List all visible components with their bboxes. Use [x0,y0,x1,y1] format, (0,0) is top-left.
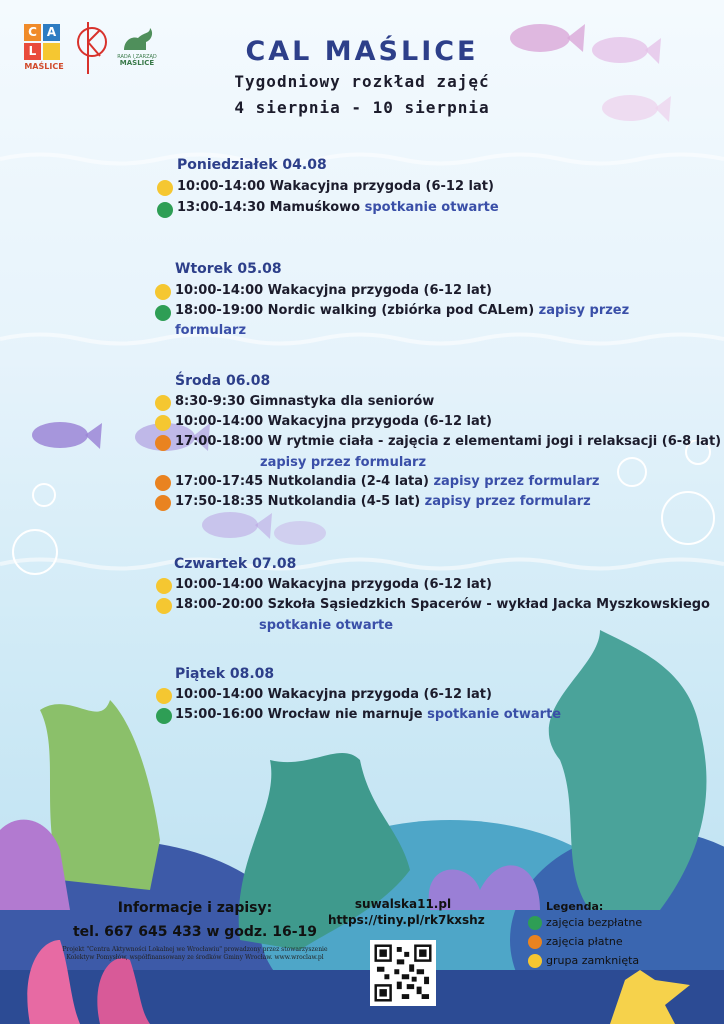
item-text: 15:00-16:00 Wrocław nie marnuje [175,707,423,722]
item-link-continuation[interactable]: formularz [175,323,247,338]
schedule-item [175,302,629,320]
status-dot [155,475,171,491]
contact-info [60,900,330,962]
logo-letter: L [24,43,41,60]
page-subtitle: Tygodniowy rozkład zajęć [234,72,490,91]
item-link-continuation[interactable]: zapisy przez formularz [260,455,427,470]
wave-decoration [0,330,724,348]
schedule-item [175,576,492,594]
status-dot [155,305,171,321]
day-heading: Środa 06.08 [175,373,271,389]
schedule-item [175,473,600,491]
item-link[interactable]: zapisy przez formularz [424,494,591,509]
status-dot [156,578,172,594]
status-dot [155,435,171,451]
schedule-item [175,413,492,431]
schedule-item [177,199,499,217]
legend-label: zajęcia płatne [546,935,623,948]
schedule-item [175,493,591,511]
logo-letter: A [43,24,60,41]
status-dot [155,395,171,411]
item-text: 10:00-14:00 Wakacyjna przygoda (6-12 lat) [175,577,492,592]
item-link[interactable]: spotkanie otwarte [364,200,499,215]
item-link[interactable]: spotkanie otwarte [427,707,562,722]
legend [528,900,642,972]
item-text: 17:00-17:45 Nutkolandia (2-4 lata) [175,474,429,489]
status-dot [155,415,171,431]
logo-letter: C [24,24,41,41]
legend-title: Legenda: [546,900,604,913]
legend-dot [528,935,542,949]
legend-item [528,915,642,934]
legend-label: zajęcia bezpłatne [546,916,643,929]
wave-decoration [0,150,724,168]
logo-caption: MAŚLICE [24,62,64,71]
item-text: 18:00-20:00 Szkoła Sąsiedzkich Spacerów - wykład Jacka Myszkowskiego [175,597,710,612]
form-url[interactable]: https://tiny.pl/rk7kxshz [328,913,485,927]
status-dot [157,202,173,218]
item-text: 8:30-9:30 Gimnastyka dla seniorów [175,394,435,409]
legend-dot [528,916,542,930]
schedule-item [175,596,710,614]
status-dot [157,180,173,196]
day-heading: Poniedziałek 04.08 [177,157,327,173]
status-dot [156,598,172,614]
logo-caption-small: RADA I ZARZĄD [117,54,157,60]
page-title: CAL MAŚLICE [245,36,479,67]
schedule-item [175,433,721,451]
item-link-continuation[interactable]: spotkanie otwarte [259,618,394,633]
item-text: 18:00-19:00 Nordic walking (zbiórka pod CALem) [175,303,535,318]
schedule-item [177,178,494,196]
item-text: 10:00-14:00 Wakacyjna przygoda (6-12 lat) [175,414,492,429]
status-dot [156,688,172,704]
day-heading: Piątek 08.08 [175,666,275,682]
item-text: 10:00-14:00 Wakacyjna przygoda (6-12 lat) [175,687,492,702]
item-text: 10:00-14:00 Wakacyjna przygoda (6-12 lat) [177,179,494,194]
item-link[interactable]: zapisy przez formularz [433,474,600,489]
item-link[interactable]: zapisy przez [538,303,630,318]
item-text: 17:00-18:00 W rytmie ciała - zajęcia z elementami jogi i relaksacji (6-8 lat) [175,434,722,449]
date-range: 4 sierpnia - 10 sierpnia [234,98,490,117]
status-dot [155,284,171,300]
logo-caption: MAŚLICE [119,59,155,67]
qr-code[interactable] [370,940,436,1006]
legend-label: grupa zamknięta [546,954,640,967]
item-text: 13:00-14:30 Mamuśkowo [177,200,361,215]
status-dot [156,708,172,724]
contact-title: Informacje i zapisy: [117,900,273,916]
legend-item [528,934,642,953]
legend-item [528,953,642,972]
schedule-item [175,686,492,704]
contact-phone[interactable]: tel. 667 645 433 w godz. 16-19 [72,924,318,940]
status-dot [155,495,171,511]
item-text: 17:50-18:35 Nutkolandia (4-5 lat) [175,494,421,509]
website-links [328,896,485,928]
schedule-item [175,393,434,411]
day-heading: Wtorek 05.08 [175,261,282,277]
website-url[interactable]: suwalska11.pl [354,897,452,911]
project-note: Projekt "Centra Aktywności Lokalnej we Wrocławiu" prowadzony przez stowarzyszenie Kolektyw Pomysłów, współfinansowany ze środków Gminy Wrocław. www.wroclaw.pl [62,946,328,961]
schedule-item [175,706,561,724]
schedule-item [175,282,492,300]
item-text: 10:00-14:00 Wakacyjna przygoda (6-12 lat) [175,283,492,298]
legend-dot [528,954,542,968]
day-heading: Czwartek 07.08 [174,556,297,572]
